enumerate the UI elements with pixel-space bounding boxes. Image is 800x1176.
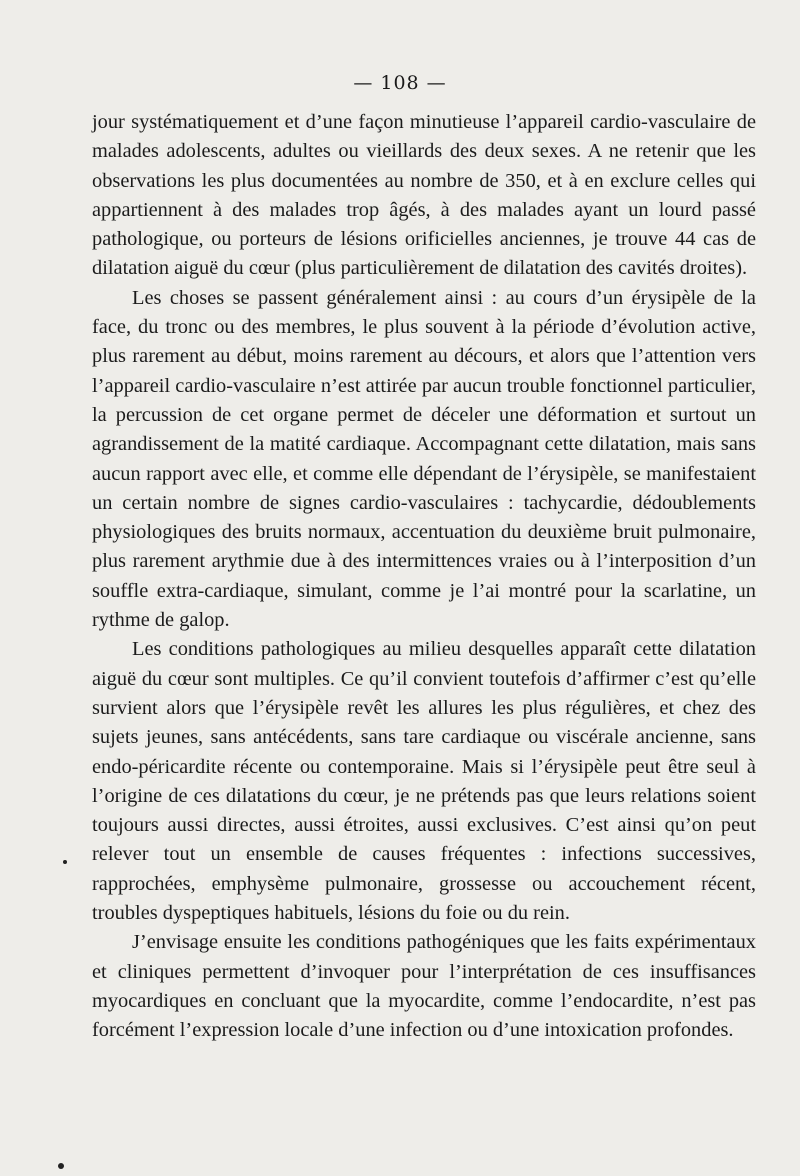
ink-speck [63, 860, 67, 864]
ink-speck [58, 1163, 64, 1169]
body-text [92, 108, 756, 1046]
paragraph-continuation: jour systématiquement et d’une façon minutieuse l’appareil cardio-vasculaire de malades adolescents, adultes ou vieillards des deux sexes. A ne retenir que les observations les plus documentées au nombre de 350, et à en exclure celles qui appartiennent à des malades trop âgés, à des malades ayant un lourd passé pathologique, ou porteurs de lésions orificielles anciennes, je trouve 44 cas de dilatation aiguë du cœur (plus particulièrement de dilatation des cavités droites). [92, 111, 756, 280]
paragraph-symptoms: Les choses se passent généralement ainsi : au cours d’un érysipèle de la face, du tronc ou des membres, le plus souvent à la période d’évolution active, plus rarement au début, moins rarement au décours, et alors que l’attention vers l’appareil cardio-vasculaire n’est attirée par aucun trouble fonctionnel particulier, la percussion de cet organe permet de déceler une déformation et surtout un agrandissement de la matité cardiaque. Accompagnant cette dilatation, mais sans aucun rapport avec elle, et comme elle dépendant de l’érysipèle, se manifestaient un certain nombre de signes cardio-vasculaires : tachycardie, dédoublements physiologiques des bruits normaux, accentuation du deuxième bruit pulmonaire, plus rarement arythmie due à des intermittences vraies ou à l’interposition d’un souffle extra-cardiaque, simulant, comme je l’ai montré pour la scarlatine, un rythme de galop. [92, 286, 756, 632]
paragraph-conditions: Les conditions pathologiques au milieu desquelles apparaît cette dilatation aiguë du cœur sont multiples. Ce qu’il convient toutefois d’affirmer c’est qu’elle survient alors que l’érysipèle revêt les allures les plus régulières, et chez des sujets jeunes, sans antécédents, sans tare cardiaque ou viscérale ancienne, sans endo-péricardite récente ou contemporaine. Mais si l’érysipèle peut être seul à l’origine de ces dilatations du cœur, je ne prétends pas que leurs relations soient toujours aussi directes, aussi étroites, aussi exclusives. C’est ainsi qu’on peut relever tout un ensemble de causes fréquentes : infections successives, rapprochées, emphysème pulmonaire, grossesse ou accouchement récent, troubles dyspeptiques habituels, lésions du foie ou du rein. [92, 638, 756, 925]
paragraph-pathogenesis: J’envisage ensuite les conditions pathogéniques que les faits expérimentaux et cliniques permettent d’invoquer pour l’interprétation de ces insuffisances myocardiques en concluant que la myocardite, comme l’endocardite, n’est pas forcément l’expression locale d’une infection ou d’une intoxication profondes. [92, 931, 756, 1042]
page-number: — 108 — [353, 72, 447, 94]
